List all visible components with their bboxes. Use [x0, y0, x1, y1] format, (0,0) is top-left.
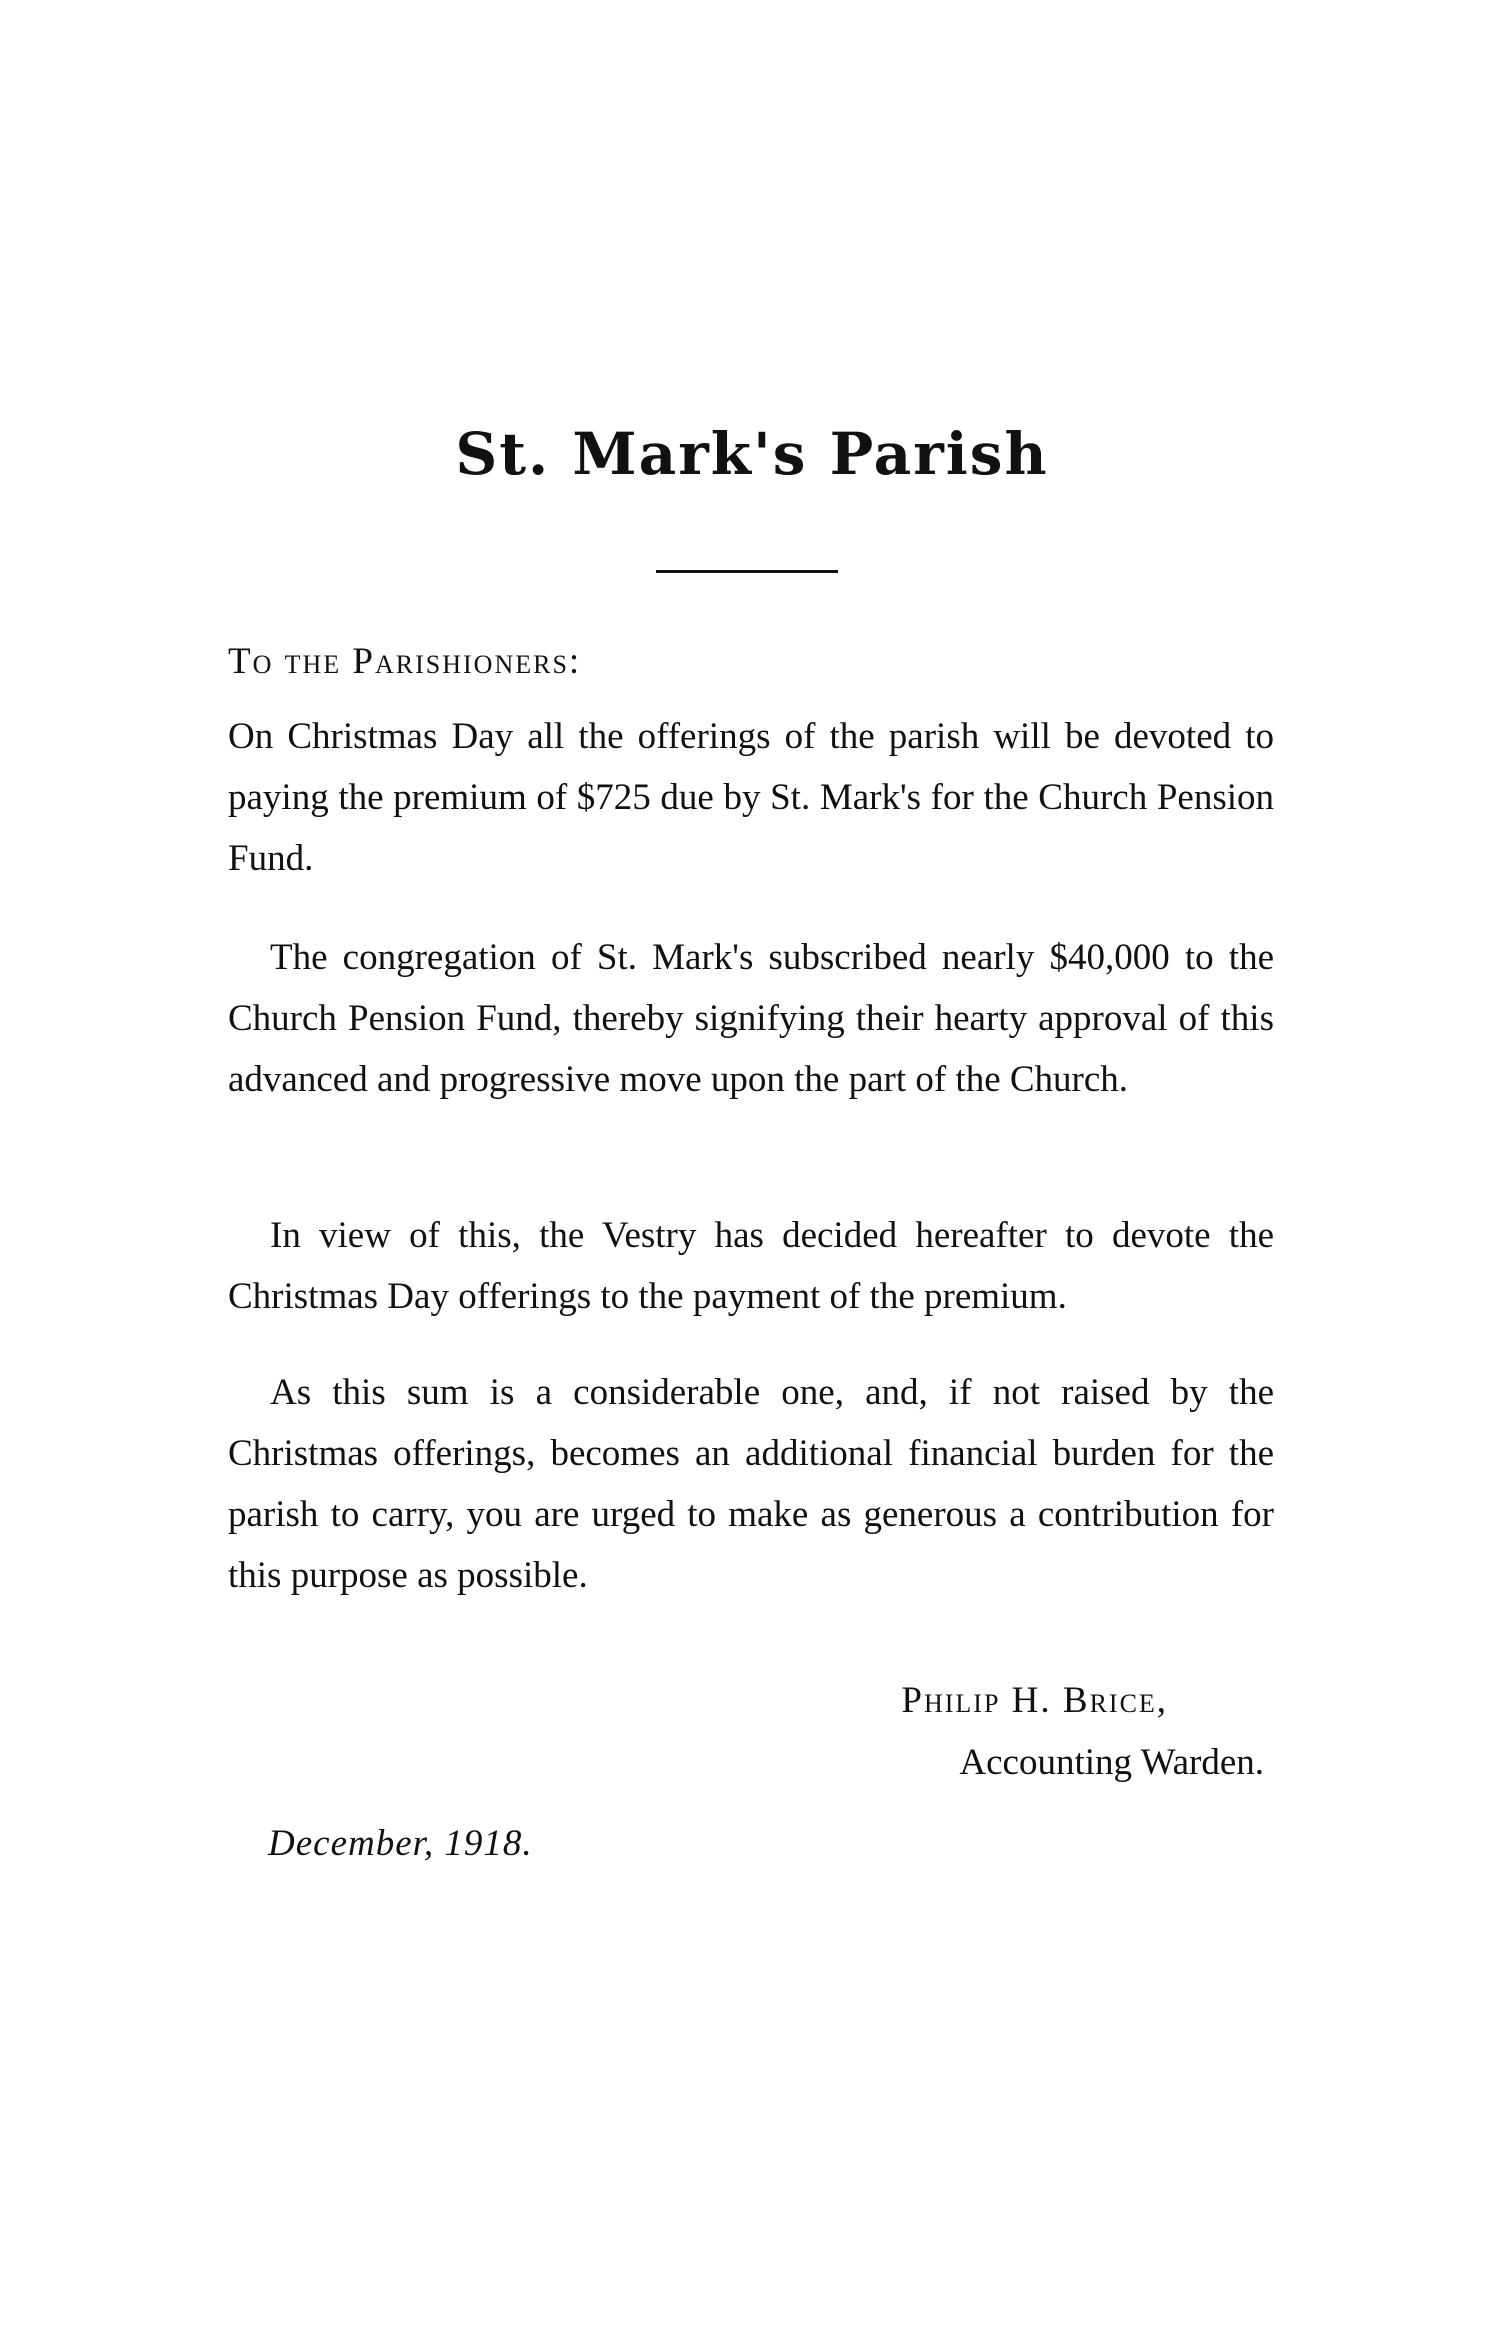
paragraph-4: As this sum is a considerable one, and, if not raised by the Christmas offerings, becomes an additional financial burden for the parish to carry, you are urged to make as generous a contribution for this purpose as possible.	[228, 1372, 1274, 1596]
paragraph-2: The congregation of St. Mark's subscribed nearly $40,000 to the Church Pension Fund, thereby signifying their hearty approval of this advanced and progressive move upon the part of the Church.	[228, 937, 1274, 1100]
signature-title: Accounting Warden.	[959, 1742, 1264, 1783]
paragraph-1: On Christmas Day all the offerings of the parish will be devoted to paying the premium of $725 due by St. Mark's for the Church Pension Fund.	[228, 716, 1274, 879]
signature-block	[901, 1670, 1264, 1794]
salutation: To the Parishioners:	[228, 641, 582, 682]
signature-name: Philip H. Brice,	[901, 1680, 1169, 1721]
heading-rule	[656, 570, 838, 573]
paragraph-3: In view of this, the Vestry has decided hereafter to devote the Christmas Day offerings to the payment of the premium.	[228, 1215, 1274, 1317]
document-heading: St. Mark's Parish	[455, 420, 1049, 488]
document-date: December, 1918.	[268, 1823, 533, 1864]
